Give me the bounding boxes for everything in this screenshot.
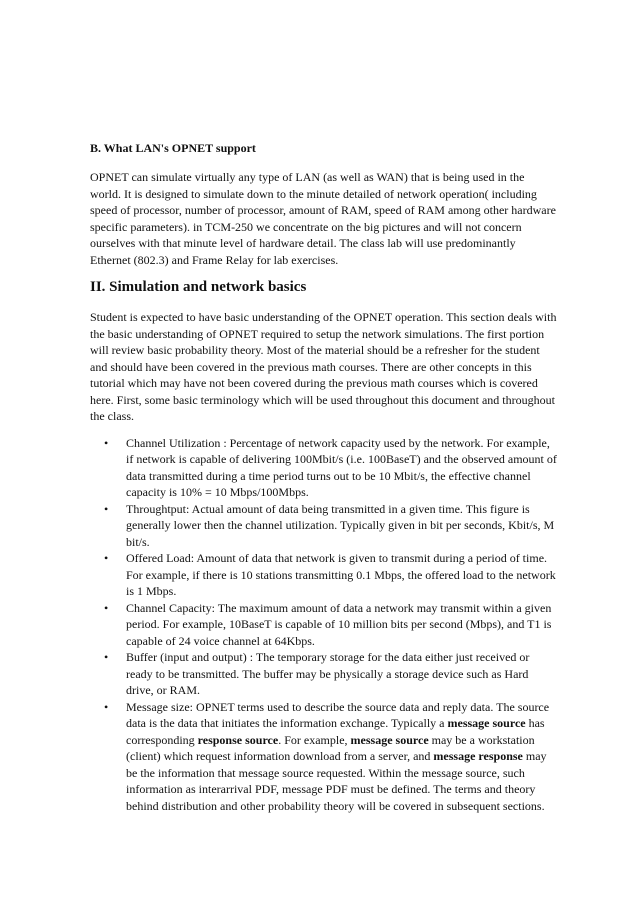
bullet-icon: •	[104, 600, 109, 615]
terminology-list	[90, 435, 558, 815]
section-b-paragraph: OPNET can simulate virtually any type of LAN (as well as WAN) that is being used in the world. It is designed to simulate down to the minute detailed of network operation( including speed of processor, number of processor, amount of RAM, speed of RAM among other hardware specific parameters). in TCM-250 we concentrate on the big pictures and will not concern ourselves with that minute level of hardware detail. The class lab will use predominantly Ethernet (802.3) and Frame Relay for lab exercises.	[90, 170, 556, 267]
bold-term: message source	[447, 716, 526, 730]
bullet-icon: •	[104, 435, 109, 450]
list-item	[90, 600, 558, 650]
list-item	[90, 649, 558, 699]
text-run: has corresponding	[126, 716, 545, 747]
section-2-paragraph: Student is expected to have basic understanding of the OPNET operation. This section deals with the basic understanding of OPNET required to setup the network simulations. The first portion will review basic probability theory. Most of the material should be a refresher for the student and should have been covered in the previous math courses. There are other concepts in this tutorial which may have not been covered during the previous math courses which is covered here. First, some basic terminology which will be used throughout this document and throughout the class.	[90, 310, 557, 423]
bullet-icon: •	[104, 650, 109, 664]
page-content	[90, 140, 558, 814]
bold-term: response source	[197, 732, 279, 747]
list-item-text: Channel Capacity: The maximum amount of data a network may transmit within a given period. For example, 10BaseT is capable of 10 million bits per second (Mbps), and T1 is capable of 24 voice channel at 64Kbps.	[126, 600, 552, 648]
list-item-text: Channel Utilization : Percentage of network capacity used by the network. For example, if network is capable of delivering 100Mbit/s (i.e. 100BaseT) and the observed amount of data transmitted during a time period turns out to be 10 Mbit/s, the effective channel capacity is 10% = 10 Mbps/100Mbps.	[126, 435, 557, 499]
bullet-icon: •	[104, 699, 109, 714]
text-run: may be the information that message source requested. Within the message source, such information as interarrival PDF, message PDF must be defined. The terms and theory behind distribution and other probability theory will be covered in subsequent sections.	[126, 749, 547, 813]
list-item-text	[126, 700, 549, 813]
text-run: Message size: OPNET terms used to describe the source data and reply data. The source data is the data that initiates the information exchange. Typically a	[126, 699, 550, 730]
bullet-icon: •	[104, 551, 109, 565]
list-item-text: Throughtput: Actual amount of data being transmitted in a given time. This figure is generally lower then the channel utilization. Typically given in bit per seconds, Kbit/s, M bit/s.	[126, 501, 555, 549]
list-item	[90, 501, 558, 551]
list-item	[90, 550, 558, 600]
text-run: . For example,	[278, 732, 351, 747]
list-item-text: Buffer (input and output) : The temporary storage for the data either just received or ready to be transmitted. The buffer may be physically a storage device such as Hard drive, or RAM.	[126, 650, 530, 697]
list-item	[90, 435, 558, 501]
bold-term: message response	[433, 749, 523, 763]
list-item-text: Offered Load: Amount of data that network is given to transmit during a period of time. For example, if there is 10 stations transmitting 0.1 Mbps, the offered load to the network is 1 Mbps.	[126, 551, 556, 598]
bold-term: message source	[350, 732, 429, 747]
text-run: may be a workstation (client) which request information download from a server, and	[126, 732, 535, 763]
section-2-heading: II. Simulation and network basics	[90, 279, 307, 295]
section-b-heading: B. What LAN's OPNET support	[90, 141, 256, 155]
list-item	[90, 699, 558, 815]
bullet-icon: •	[104, 501, 109, 516]
